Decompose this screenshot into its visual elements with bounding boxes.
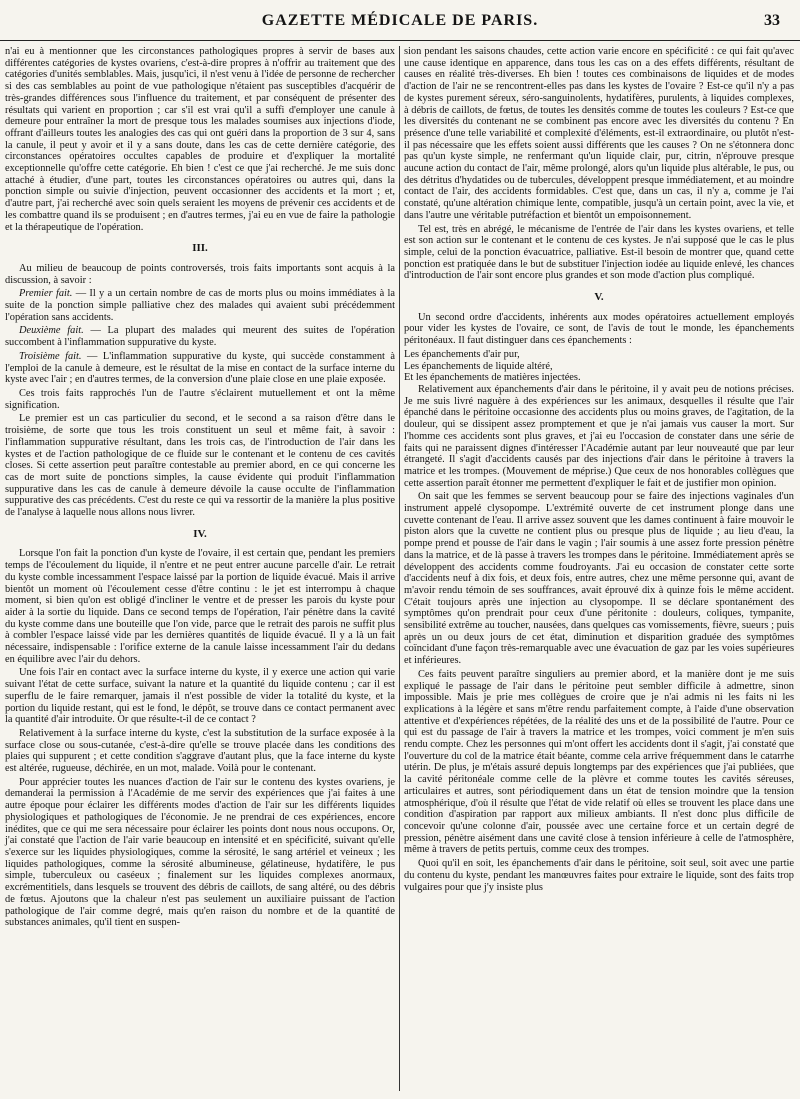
fact-label: Troisième fait. — [19, 350, 82, 362]
paragraph: sion pendant les saisons chaudes, cette action varie encore en spécificité : ce qui fait qu'avec une cause identique en apparence, dans tous les cas on a des effets différents, résultant de causes en réalité très-diverses. Eh bien ! toutes ces combinaisons de liquides et de modes d'action de l'air ne se rencontrent-elles pas dans les kystes de l'ovaire ? Est-ce qu'il n'y a pas de kystes purement séreux, séro-sanguinolents, hydatifères, purulents, à liquides complexes, à débris de caillots, de fœtus, de toutes les densités comme de toutes les couleurs ? Est-ce que les diversités du contenant ne se combinent pas encore avec les diversités du contenu ? En présence d'une telle variabilité et complexité d'éléments, est-il extraordinaire, ou plutôt n'est-il pas nécessaire que les effets soient aussi différents que les causes ? On ne s'étonnera donc pas qu'un kyste simple, ne renfermant qu'un liquide clair, pur, citrin, n'éprouve presque aucune action du contact de l'air, même prolongé, alors qu'un liquide plus altérable, le pus, ou des détritus d'hydatides ou de tubercules, développent presque immédiatement, et au moindre contact de l'air, des accidents formidables. C'est que, dans un cas, il n'y a, comme je l'ai constaté, qu'une altération chimique lente, compatible, jusqu'à un certain point, avec la vie, et dans l'autre une véritable putréfaction et bientôt un empoisonnement. — [404, 46, 794, 221]
list-item: Les épanchements d'air pur, — [404, 348, 520, 360]
paragraph: Relativement aux épanchements d'air dans le péritoine, il y avait peu de notions précises. Je me suis livré naguère à des expériences sur les animaux, desquelles il résulte que l'air épanché dans le péritoine occasionne des accidents plus ou moins graves, de l'agitation, de la douleur, qui se dissipent assez promptement et que je n'ai jamais vus causer la mort. Sur l'homme ces accidents sont plus graves, et j'ai eu l'occasion de constater dans une série de faits qui ne paraissent dignes d'intéresser l'Académie autant par leur nouveauté que par leur étrangeté. Il s'agit d'accidents causés par des injections d'air dans le péritoine à travers la matrice et les trompes. (Mouvement de méprise.) Que ceux de nos honorables collègues que cette assertion paraît étonner me permettent d'expliquer le fait et de justifier mon opinion. — [404, 383, 794, 489]
paragraph: Ces faits peuvent paraître singuliers au premier abord, et la manière dont je me suis expliqué le passage de l'air dans le péritoine peut sembler difficile à admettre, sinon impossible. Mais je prie mes collègues de croire que je n'ai admis ni les faits ni les explications à la légère et sans m'être rendu parfaitement compte, à l'aide d'une observation attentive et d'expériences répétées, de la réalité des uns et de la possibilité de l'autre. Pour ce qui est du passage de l'air à travers la matrice et les trompes, voici comment je m'en suis rendu compte. Chez les personnes qui m'ont offert les accidents dont il s'agit, j'ai constaté que l'ouverture du col de la matrice était béante, comme cela arrive fréquemment dans le catarrhe utérin. De plus, je m'étais assuré depuis longtemps par des expériences que j'ai publiées, que la cavité péritonéale comme celle de la plèvre et comme toutes les cavités séreuses, articulaires et autres, sont périodiquement dans un état de tension moindre que la tension atmosphérique, d'où il résulte que l'état de vide relatif où elles se trouvent les place dans une condition d'aspiration par rapport aux milieux ambiants. Il n'est donc plus difficile de concevoir qu'une colonne d'air, poussée avec une certaine force et un certain degré de pression, pénètre aisément dans une cavité close à tension inférieure à celle de l'atmosphère, même à travers de petits pertuis, comme ceux des trompes. — [404, 668, 794, 856]
paragraph: Ces trois faits rapprochés l'un de l'autre s'éclairent mutuellement et ont la même signification. — [5, 387, 395, 411]
column-divider — [399, 46, 400, 1091]
section-heading: IV. — [193, 527, 207, 540]
fact-text: — L'inflammation suppurative du kyste, qui succède constamment à l'emploi de la canule à demeure, est le résultat de la mise en contact de la surface interne du kyste avec l'air ; en d'autres termes, de la conversion d'une plaie close en une plaie exposée. — [5, 350, 396, 386]
paragraph: Au milieu de beaucoup de points controversés, trois faits importants sont acquis à la discussion, à savoir : — [5, 262, 395, 286]
fact-paragraph — [5, 288, 395, 323]
fact-paragraph — [5, 325, 395, 348]
journal-title: GAZETTE MÉDICALE DE PARIS. — [261, 12, 539, 29]
page-header — [0, 12, 800, 36]
fact-text: — La plupart des malades qui meurent des suites de l'opération succombent à l'inflammation suppurative du kyste. — [5, 325, 395, 349]
paragraph: Le premier est un cas particulier du second, et le second a sa raison d'être dans le troisième, de sorte que tous les trois constituent un seul et même fait, à savoir : l'inflammation suppurative résultant, dans les trois cas, de l'introduction de l'air dans les kystes et de l'action pathologique de ce fluide sur le contenant et le contenu de ces cavités closes. Si cette assertion peut paraître contestable au premier abord, en ce qui concerne les cas de mort suite de ponctions simples, la cause évidente qui produit l'inflammation suppurative dans les cas de canule à demeure dévoile la cause occulte de l'inflammation suppurative des cas précédents. C'est du reste ce qui va ressortir de la manière la plus positive de l'analyse à laquelle nous allons nous livrer. — [5, 413, 395, 519]
left-column — [5, 46, 395, 931]
right-column — [404, 46, 794, 895]
page-number: 33 — [764, 12, 780, 29]
fact-paragraph — [5, 351, 395, 386]
list-item: Les épanchements de liquide altéré, — [404, 360, 553, 372]
paragraph: On sait que les femmes se servent beaucoup pour se faire des injections vaginales d'un instrument appelé clysopompe. L'extrémité ouverte de cet instrument plonge dans une cuvette contenant de l'eau. Il arrive assez souvent que les dames continuent à faire mouvoir le piston alors que la cuvette ne contient plus ou presque plus de liquide ; au lieu d'eau, la pompe prend et pousse de l'air dans le vagin ; l'air soumis à une assez forte pression pénètre dans la matrice, et de là passe à travers les trompes dans le péritoine. Immédiatement après se développent des accidents comme foudroyants. J'ai eu occasion de constater cette sorte d'accidents neuf à dix fois, et deux fois, entre autres, chez une même personne qui, avant de m'avoir rendu témoin de ses souffrances, avait éprouvé dix à quinze fois le même accident. C'était toujours après une injection au clysopompe. Il se déclare spontanément des symptômes qu'on prendrait pour ceux d'une péritonite : douleurs, coliques, tympanite, sensibilité extrême au toucher, nausées, dans quelques cas vomissements, fièvre, sueurs ; puis après un ou deux jours de cet état, diminution et disparition graduée des symptômes coïncidant d'une façon très-remarquable avec une évacuation de gaz par les voies supérieures et inférieures. — [404, 491, 794, 667]
paragraph: Pour apprécier toutes les nuances d'action de l'air sur le contenu des kystes ovariens, je demanderai la permission à l'Académie de me servir des expériences que j'ai faites à une autre époque pour éclairer les différents modes d'action de l'air sur les différents liquides physiologiques et pathologiques de l'économie. Je ne prendrai de ces expériences, encore inédites, que ce qui me sera nécessaire pour éclairer les points dont nous nous occupons. Or, j'ai constaté que l'action de l'air varie beaucoup en intensité et en spécificité, suivant qu'elle s'exerce sur les liquides physiologiques, comme la sérosité, le sang artériel et veineux ; les liquides pathologiques, comme la sérosité albumineuse, gélatineuse, hydatifère, le pus simple, tuberculeux ou caséeux ; finalement sur les liquides complexes anormaux, excrémentitiels, dans lesquels se trouvent des débris de caillots, de sang altéré, ou des débris de fœtus. Ajoutons que la chaleur n'est pas seulement un auxiliaire puissant de l'action pathologique de l'air comme degré, mais qu'en raison du nombre et de la quantité de substances animales, qu'il tient en suspen- — [5, 776, 395, 929]
effusion-list — [404, 349, 794, 384]
section-heading: III. — [192, 242, 208, 255]
fact-text: — Il y a un certain nombre de cas de morts plus ou moins immédiates à la suite de la ponction simple palliative chez des malades qui avaient subi précédemment l'opération sans accidents. — [5, 288, 396, 323]
paragraph: Une fois l'air en contact avec la surface interne du kyste, il y exerce une action qui varie suivant l'état de cette surface, suivant la nature et la quantité du liquide contenu ; car il est superflu de le faire remarquer, jamais il n'est possible de vider la totalité du kyste, et la portion du liquide restant, qui est le fond, le dépôt, se trouve dans ce contact permanent avec la quantité d'air introduite. Or que résulte-t-il de ce contact ? — [5, 667, 395, 726]
fact-label: Deuxième fait. — [19, 325, 84, 337]
section-heading: V. — [594, 291, 604, 304]
paragraph: n'ai eu à mentionner que les circonstances pathologiques propres à servir de bases aux différentes catégories de kystes ovariens, c'est-à-dire propres à n'offrir au traitement que des catégories d'unités semblables. Mais, jusqu'ici, il n'est venu à l'idée de personne de rechercher si des cas semblables au point de vue pathologique n'étaient pas susceptibles d'acquérir de très-grandes différences sous l'influence du traitement, et par conséquent de présenter des résultats qui varient en proportion ; car s'il est vrai qu'il a suffi d'employer une canule à demeure pour entraîner la mort de presque tous les malades soumises aux injections d'iode, offrant d'ailleurs toutes les analogies des cas qui ont guéri dans la proportion de 3 sur 4, sans la canule, il peut y avoir et il y a sans doute, dans les cas de cette dernière catégorie, des circonstances opératoires occultes capables de produire et d'expliquer la mortalité exceptionnelle qu'offre cette catégorie. Eh bien ! c'est ce que j'ai recherché. Je me suis donc attaché à étudier, d'une part, toutes les circonstances opératoires ou autres qui, dans la ponction simple ou suivie d'injection, peuvent occasionner des accidents et la mort ; et, d'autre part, j'ai recherché avec soin quels seraient les moyens de prévenir ces accidents et de les combattre quand ils se produisent ; en d'autres termes, j'ai eu en vue de faire la pathologie et la thérapeutique de l'opération. — [5, 46, 395, 233]
header-rule — [0, 40, 800, 41]
paragraph: Relativement à la surface interne du kyste, c'est la substitution de la surface exposée à la surface close ou sous-cutanée, c'est-à-dire qu'elle se trouve placée dans les conditions des plaies qui suppurent ; et cette condition s'aggrave d'autant plus, que la face interne du kyste est altérée, rugueuse, déchirée, en un mot, malade. Voilà pour le contenant. — [5, 727, 395, 775]
paragraph: Quoi qu'il en soit, les épanchements d'air dans le péritoine, soit seul, soit avec une partie du contenu du kyste, pendant les manœuvres faites pour extraire le liquide, sont des faits trop vulgaires pour que j'y insiste plus — [404, 858, 794, 893]
paragraph: Tel est, très en abrégé, le mécanisme de l'entrée de l'air dans les kystes ovariens, et telle est son action sur le contenant et le contenu de ces kystes. Je n'ai supposé que le cas le plus simple, celui de la ponction évacuatrice, palliative. Est-il besoin de montrer que, quand cette ponction est pratiquée dans le but de substituer l'injection iodée au liquide enlevé, les chances d'introduction de l'air sont encore plus grandes et son mode d'action plus compliqué. — [404, 223, 794, 282]
list-item: Et les épanchements de matières injectées. — [404, 372, 581, 384]
paragraph: Lorsque l'on fait la ponction d'un kyste de l'ovaire, il est certain que, pendant les premiers temps de l'écoulement du liquide, il n'entre et ne peut entrer aucune parcelle d'air. Le retrait du kyste comble incessamment l'espace laissé par la portion de liquide évacué. Mais il arrive bientôt un moment où l'écoulement cesse d'être continu : le jet est interrompu à chaque moment, si bien qu'on est obligé d'incliner le ventre et de presser les parois du kyste pour aider à la sortie du liquide. Dans ce second temps de l'opération, l'air pénètre dans la cavité du kyste comme dans une bouteille que l'on vide, parce que le retrait des parois ne suffit plus à combler l'espace laissé vide par les dernières quantités de liquide évacué. Il y a là un fait nécessaire, indispensable : l'orifice externe de la canule laisse incessamment l'air du dedans en équilibre avec l'air du dehors. — [5, 548, 395, 665]
paragraph: Un second ordre d'accidents, inhérents aux modes opératoires actuellement employés pour vider les kystes de l'ovaire, ce sont, de l'avis de tout le monde, les épanchements péritonéaux. Il faut distinguer dans ces épanchements : — [404, 311, 794, 347]
fact-label: Premier fait. — [19, 288, 73, 300]
